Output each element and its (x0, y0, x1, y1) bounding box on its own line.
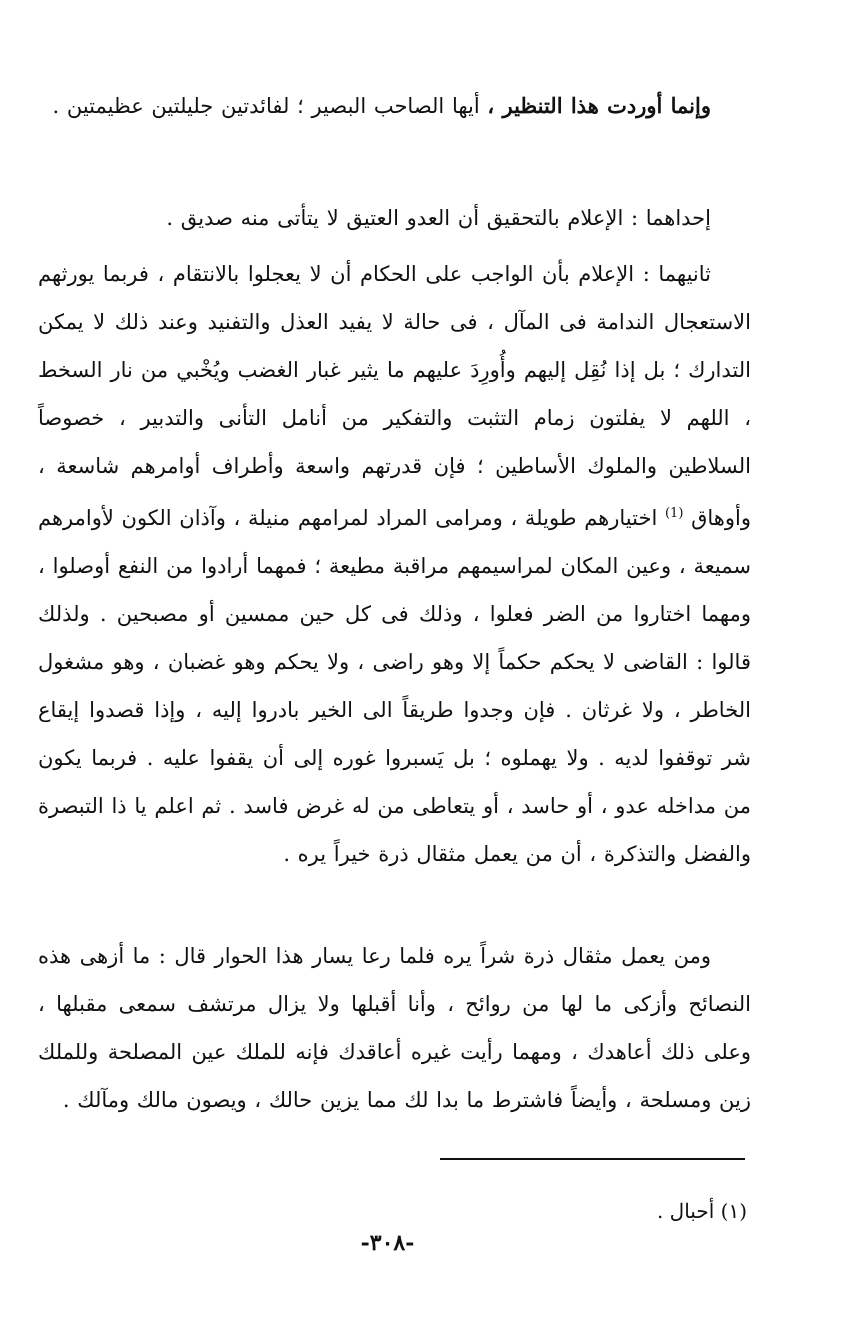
paragraph-second-benefit-text: ثانيهما : الإعلام بأن الواجب على الحكام أن لا يعجلوا بالانتقام ، فربما يورثهم الاستعجال الندامة فى المآل ، فى حالة لا يفيد العذل والتفنيد وعند ذلك لا يمكن التدارك ؛ بل إذا نُقِل إليهم وأُورِدَ عليهم ما يثير غبار الغضب ويُخْبي من نار السخط ، اللهم لا يفلتون زمام التثبت والتفكير من أنامل التأنى والتدبير ، خصوصاً السلاطين والملوك الأساطين ؛ فإن قدرتهم واسعة وأطراف أوامرهم شاسعة ، وأوهاق (38, 262, 751, 530)
paragraph-first-benefit (38, 194, 751, 242)
page-number: -٣٠٨- (360, 1230, 415, 1256)
paragraph-intro-lead: وإنما أوردت هذا التنظير ، (487, 93, 711, 118)
paragraph-dialogue-text: ومن يعمل مثقال ذرة شراً يره فلما رعا يسار هذا الحوار قال : ما أزهى هذه النصائح وأزكى ما لها من روائح ، وأنا أقبلها ولا يزال مرتشف سمعى مقبلها ، وعلى ذلك أعاهدك ، ومهما رأيت غيره أعاقدك فإنه للملك عين المصلحة وللملك زين ومسلحة ، وأيضاً فاشترط ما بدا لك مما يزين حالك ، ويصون مالك ومآلك . (38, 944, 751, 1112)
paragraph-intro (38, 82, 751, 130)
paragraph-intro-text: أيها الصاحب البصير ؛ لفائدتين جليلتين عظيمتين . (52, 94, 480, 118)
paragraph-second-benefit (38, 250, 751, 878)
footnote-reference: (1) (664, 506, 684, 521)
paragraph-second-benefit-continuation: اختيارهم طويلة ، ومرامى المراد لمرامهم منيلة ، وآذان الكون لأوامرهم سميعة ، وعين المكان لمراسيمهم مراقبة مطيعة ؛ فمهما أرادوا من النفع أوصلوا ، ومهما اختاروا من الضر فعلوا ، وذلك فى كل حين ممسين أو مصبحين . ولذلك قالوا : القاضى لا يحكم حكماً إلا وهو راضى ، ولا يحكم وهو غضبان ، وهو مشغول الخاطر ، ولا غرثان . فإن وجدوا طريقاً الى الخير بادروا إليه ، وإذا قصدوا إيقاع شر توقفوا لديه . ولا يهملوه ؛ بل يَسبروا غوره إلى أن يقفوا عليه . فربما يكون من مداخله عدو ، أو حاسد ، أو يتعاطى من له غرض فاسد . ثم اعلم يا ذا التبصرة والفضل والتذكرة ، أن من يعمل مثقال ذرة خيراً يره . (38, 506, 751, 866)
footnote: (١) أحبال . (656, 1199, 747, 1223)
paragraph-dialogue (38, 932, 751, 1124)
paragraph-first-benefit-text: إحداهما : الإعلام بالتحقيق أن العدو العتيق لا يتأتى منه صديق . (166, 206, 711, 230)
footnote-separator (440, 1158, 745, 1160)
